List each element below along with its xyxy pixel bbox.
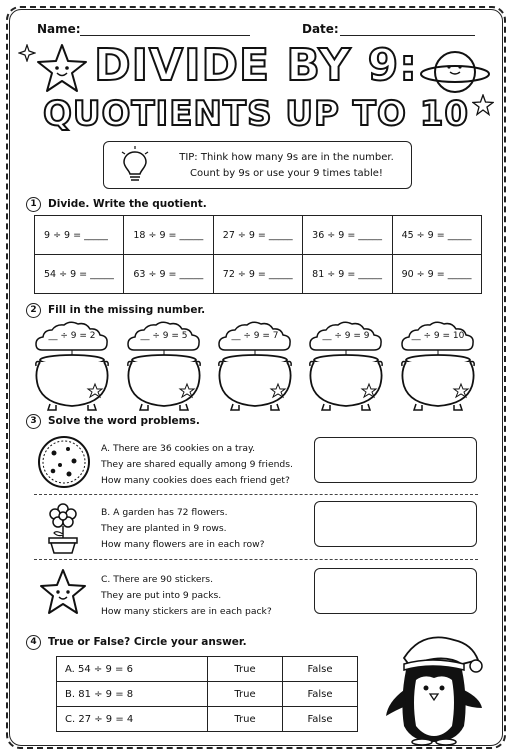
pot-problem[interactable] <box>308 320 384 412</box>
answer-box-b[interactable] <box>314 501 477 547</box>
problem-c-line-3: How many stickers are in each pack? <box>101 606 272 617</box>
pot-equation: __ ÷ 9 = 2 <box>48 331 96 341</box>
grid-cell[interactable]: 72 ÷ 9 = _____ <box>213 255 302 294</box>
date-label: Date: <box>302 22 339 36</box>
tip-line-2: Count by 9s or use your 9 times table! <box>190 168 383 179</box>
grid-cell[interactable]: 18 ÷ 9 = _____ <box>124 216 213 255</box>
grid-cell[interactable]: 81 ÷ 9 = _____ <box>303 255 392 294</box>
flower-pot-icon <box>40 499 86 555</box>
pot-problem[interactable] <box>34 320 110 412</box>
star-icon <box>38 568 88 616</box>
cookie-icon <box>36 434 92 490</box>
name-field[interactable] <box>80 24 250 36</box>
tf-true-option[interactable]: True <box>208 707 283 732</box>
grid-cell[interactable]: 54 ÷ 9 = _____ <box>35 255 124 294</box>
tip-line-1: TIP: Think how many 9s are in the number. <box>179 152 394 163</box>
section-3-title: Solve the word problems. <box>48 415 200 427</box>
tf-true-option[interactable]: True <box>208 682 283 707</box>
grid-cell[interactable]: 36 ÷ 9 = _____ <box>303 216 392 255</box>
section-2-number: 2 <box>26 303 41 318</box>
pot-problem[interactable] <box>217 320 293 412</box>
date-field[interactable] <box>340 24 475 36</box>
grid-cell[interactable]: 90 ÷ 9 = _____ <box>392 255 481 294</box>
divider <box>34 559 478 560</box>
tf-false-option[interactable]: False <box>283 682 358 707</box>
division-grid <box>34 215 482 294</box>
lightbulb-icon <box>120 146 150 186</box>
section-1-title: Divide. Write the quotient. <box>48 198 207 210</box>
page-subtitle: QUOTIENTS UP TO 10 <box>42 94 470 134</box>
answer-box-a[interactable] <box>314 437 477 483</box>
section-1-number: 1 <box>26 197 41 212</box>
pot-equation: __ ÷ 9 = 7 <box>231 331 279 341</box>
word-problem-a <box>101 441 293 489</box>
tip-box <box>103 141 412 189</box>
problem-a-line-2: They are shared equally among 9 friends. <box>101 459 293 470</box>
problem-c-line-2: They are put into 9 packs. <box>101 590 222 601</box>
grid-cell[interactable]: 63 ÷ 9 = _____ <box>124 255 213 294</box>
tf-false-option[interactable]: False <box>283 657 358 682</box>
word-problem-c <box>101 572 272 620</box>
problem-b-line-3: How many flowers are in each row? <box>101 539 265 550</box>
pot-problem[interactable] <box>126 320 202 412</box>
word-problem-b <box>101 505 265 553</box>
tf-equation: C. 27 ÷ 9 = 4 <box>57 707 208 732</box>
divider <box>34 494 478 495</box>
section-2-title: Fill in the missing number. <box>48 304 206 316</box>
section-4-number: 4 <box>26 635 41 650</box>
tf-equation: A. 54 ÷ 9 = 6 <box>57 657 208 682</box>
answer-box-c[interactable] <box>314 568 477 614</box>
grid-cell[interactable]: 9 ÷ 9 = _____ <box>35 216 124 255</box>
page-title: DIVIDE BY 9: <box>94 40 418 91</box>
problem-b-line-1: B. A garden has 72 flowers. <box>101 507 228 518</box>
name-label: Name: <box>37 22 81 36</box>
grid-cell[interactable]: 45 ÷ 9 = _____ <box>392 216 481 255</box>
pot-problem[interactable] <box>400 320 476 412</box>
tf-false-option[interactable]: False <box>283 707 358 732</box>
pot-equation: __ ÷ 9 = 10 <box>411 331 465 341</box>
problem-a-line-1: A. There are 36 cookies on a tray. <box>101 443 256 454</box>
tf-true-option[interactable]: True <box>208 657 283 682</box>
true-false-table <box>56 656 358 732</box>
section-3-number: 3 <box>26 414 41 429</box>
problem-a-line-3: How many cookies does each friend get? <box>101 475 290 486</box>
pot-equation: __ ÷ 9 = 5 <box>140 331 188 341</box>
tf-equation: B. 81 ÷ 9 = 8 <box>57 682 208 707</box>
penguin-icon <box>382 630 486 746</box>
pot-equation: __ ÷ 9 = 9 <box>322 331 370 341</box>
grid-cell[interactable]: 27 ÷ 9 = _____ <box>213 216 302 255</box>
section-4-title: True or False? Circle your answer. <box>48 636 247 648</box>
problem-c-line-1: C. There are 90 stickers. <box>101 574 214 585</box>
problem-b-line-2: They are planted in 9 rows. <box>101 523 227 534</box>
